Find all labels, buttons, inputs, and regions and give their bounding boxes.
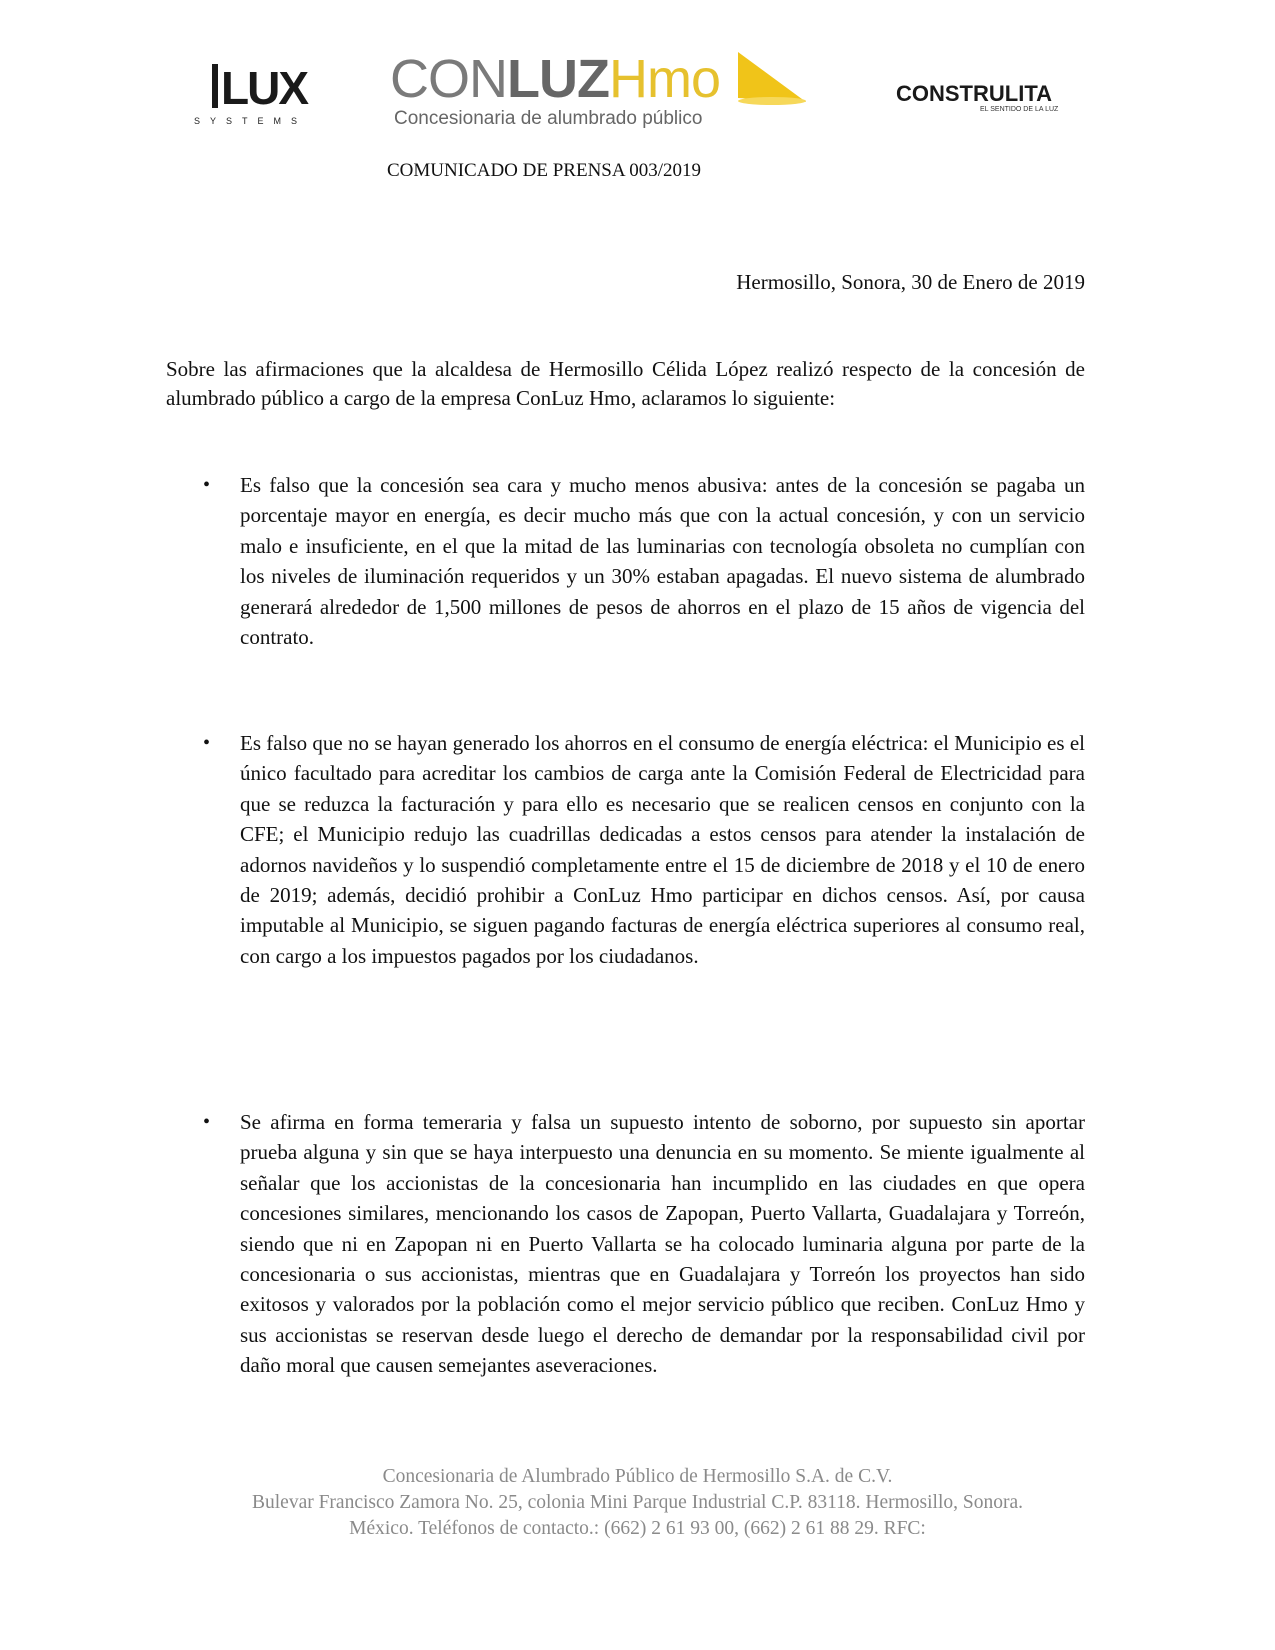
- footer: [0, 1464, 1275, 1542]
- bullet-icon: •: [203, 1111, 211, 1133]
- construlita-logo-tagline: EL SENTIDO DE LA LUZ: [980, 106, 1059, 113]
- footer-contact: México. Teléfonos de contacto.: (662) 2 61 93 00, (662) 2 61 88 29. RFC:: [349, 1518, 926, 1539]
- press-release-title: COMUNICADO DE PRENSA 003/2019: [387, 160, 702, 181]
- conluz-logo-hmo: Hmo: [608, 49, 720, 109]
- lux-logo-sub: SYSTEMS: [194, 116, 308, 126]
- construlita-logo-name: CONSTRULITA: [896, 81, 1053, 106]
- lux-logo-mark: LUX: [221, 62, 307, 114]
- bullet-icon: •: [203, 732, 211, 754]
- lux-systems-logo: [194, 58, 320, 138]
- conluz-lamp-icon: [738, 50, 808, 106]
- bullet-paragraph: Es falso que no se hayan generado los ahorros en el consumo de energía eléctrica: el Municipio es el único facultado para acreditar los cambios de carga ante la Comisión Federal de Electricidad para que se reduzca la facturación y para ello es necesario que se realicen censos en conjunto con la CFE; el Municipio redujo las cuadrillas dedicadas a estos censos para atender la instalación de adornos navideños y lo suspendió completamente entre el 15 de diciembre de 2018 y el 10 de enero de 2019; además, decidió prohibir a ConLuz Hmo participar en dichos censos. Así, por causa imputable al Municipio, se siguen pagando facturas de energía eléctrica superiores al consumo real, con cargo a los impuestos pagados por los ciudadanos.: [240, 731, 1085, 968]
- conluz-hmo-logo: [390, 48, 830, 138]
- bullet-paragraph: Se afirma en forma temeraria y falsa un supuesto intento de soborno, por supuesto sin aportar prueba alguna y sin que se haya interpuesto una denuncia en su momento. Se miente igualmente al señalar que los accionistas de la concesionaria han incumplido en las ciudades en que opera concesiones similares, mencionando los casos de Zapopan, Puerto Vallarta, Guadalajara y Torreón, siendo que ni en Zapopan ni en Puerto Vallarta se ha colocado luminaria alguna por parte de la concesionaria o sus accionistas, mientras que en Guadalajara y Torreón los proyectos han sido exitosos y valorados por la población como el mejor servicio público que reciben. ConLuz Hmo y sus accionistas se reservan desde luego el derecho de demandar por la responsabilidad civil por daño moral que causen semejantes aseveraciones.: [240, 1110, 1085, 1378]
- conluz-logo-luz: LUZ: [507, 49, 609, 109]
- intro-paragraph: Sobre las afirmaciones que la alcaldesa de Hermosillo Célida López realizó respecto de la concesión de alumbrado público a cargo de la empresa ConLuz Hmo, aclaramos lo siguiente:: [166, 357, 1085, 410]
- date-line: Hermosillo, Sonora, 30 de Enero de 2019: [736, 270, 1085, 294]
- footer-company: Concesionaria de Alumbrado Público de Hermosillo S.A. de C.V.: [382, 1466, 893, 1487]
- conluz-logo-con: CON: [390, 49, 507, 109]
- conluz-logo-tagline: Concesionaria de alumbrado público: [394, 108, 703, 129]
- bullet-paragraph: Es falso que la concesión sea cara y mucho menos abusiva: antes de la concesión se pagaba un porcentaje mayor en energía, es decir mucho más que con la actual concesión, y con un servicio malo e insuficiente, en el que la mitad de las luminarias con tecnología obsoleta no cumplían con los niveles de iluminación requeridos y un 30% estaban apagadas. El nuevo sistema de alumbrado generará alrededor de 1,500 millones de pesos de ahorros en el plazo de 15 años de vigencia del contrato.: [240, 473, 1085, 650]
- bullet-icon: •: [203, 474, 211, 496]
- construlita-logo: [896, 82, 1081, 122]
- header-logos: [0, 0, 1275, 150]
- footer-address: Bulevar Francisco Zamora No. 25, colonia Mini Parque Industrial C.P. 83118. Hermosillo, Sonora.: [251, 1492, 1024, 1513]
